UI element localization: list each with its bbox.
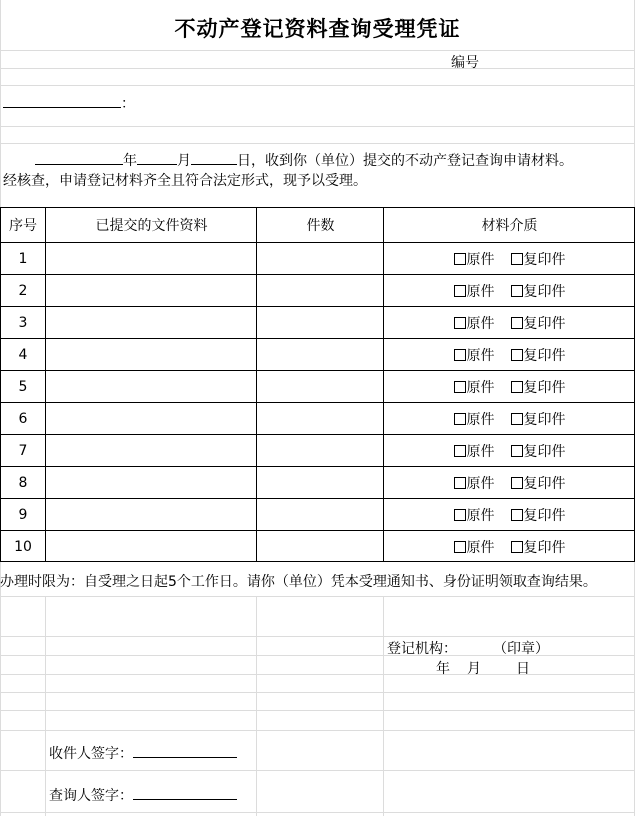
header-count: 件数 xyxy=(306,218,335,234)
row-count-cell[interactable] xyxy=(257,531,384,563)
row-document-cell[interactable] xyxy=(46,435,257,467)
original-option[interactable] xyxy=(454,473,495,493)
row-count-cell[interactable] xyxy=(257,275,384,307)
month-label: 月 xyxy=(177,153,191,169)
copy-label: 复印件 xyxy=(523,412,566,428)
row-document-cell[interactable] xyxy=(46,243,257,275)
original-checkbox-icon[interactable] xyxy=(454,285,466,297)
original-option[interactable] xyxy=(454,249,495,269)
copy-checkbox-icon[interactable] xyxy=(511,509,523,521)
row-document-cell[interactable] xyxy=(46,467,257,499)
copy-option[interactable] xyxy=(511,409,566,429)
row-medium-cell xyxy=(384,435,635,467)
row-seq-number: 3 xyxy=(18,315,28,331)
receiver-signature xyxy=(49,743,237,763)
receipt-statement xyxy=(35,150,573,170)
row-count-cell[interactable] xyxy=(257,307,384,339)
row-document-cell[interactable] xyxy=(46,307,257,339)
row-medium-cell xyxy=(384,275,635,307)
row-document-cell[interactable] xyxy=(46,499,257,531)
day-statement-text: 日，收到你（单位）提交的不动产登记查询申请材料。 xyxy=(237,153,573,169)
original-option[interactable] xyxy=(454,345,495,365)
copy-checkbox-icon[interactable] xyxy=(511,285,523,297)
registry-label: 登记机构： xyxy=(387,641,457,657)
seal-label: （印章） xyxy=(493,641,549,657)
copy-label: 复印件 xyxy=(523,316,566,332)
month-blank[interactable] xyxy=(137,151,177,165)
row-count-cell[interactable] xyxy=(257,371,384,403)
copy-option[interactable] xyxy=(511,537,566,557)
row-medium-cell xyxy=(384,499,635,531)
row-seq-number: 5 xyxy=(18,379,28,395)
original-label: 原件 xyxy=(466,540,495,556)
copy-label: 复印件 xyxy=(523,284,566,300)
day-blank[interactable] xyxy=(191,151,237,165)
copy-option[interactable] xyxy=(511,505,566,525)
copy-option[interactable] xyxy=(511,249,566,269)
original-option[interactable] xyxy=(454,313,495,333)
row-count-cell[interactable] xyxy=(257,243,384,275)
copy-checkbox-icon[interactable] xyxy=(511,381,523,393)
row-document-cell[interactable] xyxy=(46,339,257,371)
copy-label: 复印件 xyxy=(523,476,566,492)
original-option[interactable] xyxy=(454,377,495,397)
row-medium-cell xyxy=(384,403,635,435)
row-document-cell[interactable] xyxy=(46,371,257,403)
copy-option[interactable] xyxy=(511,313,566,333)
row-count-cell[interactable] xyxy=(257,435,384,467)
original-option[interactable] xyxy=(454,409,495,429)
inquirer-label: 查询人签字： xyxy=(49,788,133,804)
row-seq-number: 7 xyxy=(18,443,28,459)
copy-checkbox-icon[interactable] xyxy=(511,349,523,361)
copy-checkbox-icon[interactable] xyxy=(511,317,523,329)
copy-checkbox-icon[interactable] xyxy=(511,541,523,553)
copy-label: 复印件 xyxy=(523,252,566,268)
verification-text: 经核查，申请登记材料齐全且符合法定形式，现予以受理。 xyxy=(3,173,367,189)
copy-option[interactable] xyxy=(511,377,566,397)
original-checkbox-icon[interactable] xyxy=(454,509,466,521)
original-label: 原件 xyxy=(466,444,495,460)
original-option[interactable] xyxy=(454,537,495,557)
original-label: 原件 xyxy=(466,380,495,396)
year-blank[interactable] xyxy=(35,151,123,165)
row-count-cell[interactable] xyxy=(257,339,384,371)
row-count-cell[interactable] xyxy=(257,467,384,499)
copy-checkbox-icon[interactable] xyxy=(511,253,523,265)
date-day-label: 日 xyxy=(516,661,530,677)
original-label: 原件 xyxy=(466,476,495,492)
original-checkbox-icon[interactable] xyxy=(454,541,466,553)
copy-checkbox-icon[interactable] xyxy=(511,477,523,489)
page-title: 不动产登记资料查询受理凭证 xyxy=(174,17,461,41)
row-count-cell[interactable] xyxy=(257,403,384,435)
row-seq-number: 1 xyxy=(18,251,28,267)
original-label: 原件 xyxy=(466,252,495,268)
original-label: 原件 xyxy=(466,316,495,332)
row-count-cell[interactable] xyxy=(257,499,384,531)
header-seq: 序号 xyxy=(9,218,37,234)
row-document-cell[interactable] xyxy=(46,403,257,435)
original-option[interactable] xyxy=(454,505,495,525)
row-seq-number: 4 xyxy=(18,347,28,363)
copy-label: 复印件 xyxy=(523,348,566,364)
original-checkbox-icon[interactable] xyxy=(454,445,466,457)
row-medium-cell xyxy=(384,243,635,275)
copy-option[interactable] xyxy=(511,345,566,365)
original-label: 原件 xyxy=(466,508,495,524)
original-label: 原件 xyxy=(466,348,495,364)
applicant-colon: ： xyxy=(121,96,135,112)
row-document-cell[interactable] xyxy=(46,275,257,307)
copy-option[interactable] xyxy=(511,281,566,301)
original-option[interactable] xyxy=(454,441,495,461)
row-medium-cell xyxy=(384,467,635,499)
applicant-line xyxy=(3,93,135,113)
copy-checkbox-icon[interactable] xyxy=(511,413,523,425)
applicant-blank[interactable] xyxy=(3,94,121,108)
original-checkbox-icon[interactable] xyxy=(454,253,466,265)
original-option[interactable] xyxy=(454,281,495,301)
row-seq-number: 9 xyxy=(18,507,28,523)
copy-label: 复印件 xyxy=(523,540,566,556)
copy-option[interactable] xyxy=(511,441,566,461)
row-medium-cell xyxy=(384,371,635,403)
row-seq-number: 2 xyxy=(18,283,28,299)
inquirer-signature-blank[interactable] xyxy=(133,786,237,800)
original-checkbox-icon[interactable] xyxy=(454,477,466,489)
original-label: 原件 xyxy=(466,412,495,428)
original-checkbox-icon[interactable] xyxy=(454,317,466,329)
row-document-cell[interactable] xyxy=(46,531,257,563)
row-medium-cell xyxy=(384,531,635,563)
date-year-label: 年 xyxy=(436,661,450,677)
copy-option[interactable] xyxy=(511,473,566,493)
copy-label: 复印件 xyxy=(523,508,566,524)
header-medium: 材料介质 xyxy=(481,218,538,234)
time-limit-text: 办理时限为：自受理之日起5个工作日。请你（单位）凭本受理通知书、身份证明领取查询结果。 xyxy=(0,574,597,590)
row-medium-cell xyxy=(384,307,635,339)
year-label: 年 xyxy=(123,153,137,169)
date-month-label: 月 xyxy=(467,661,481,677)
header-documents: 已提交的文件资料 xyxy=(95,218,208,234)
copy-label: 复印件 xyxy=(523,444,566,460)
inquirer-signature xyxy=(49,785,237,805)
copy-checkbox-icon[interactable] xyxy=(511,445,523,457)
row-seq-number: 8 xyxy=(18,475,28,491)
original-label: 原件 xyxy=(466,284,495,300)
receiver-signature-blank[interactable] xyxy=(133,744,237,758)
row-seq-number: 10 xyxy=(14,539,32,555)
original-checkbox-icon[interactable] xyxy=(454,349,466,361)
original-checkbox-icon[interactable] xyxy=(454,413,466,425)
receiver-label: 收件人签字： xyxy=(49,746,133,762)
number-label: 编号 xyxy=(451,55,479,71)
row-medium-cell xyxy=(384,339,635,371)
original-checkbox-icon[interactable] xyxy=(454,381,466,393)
copy-label: 复印件 xyxy=(523,380,566,396)
row-seq-number: 6 xyxy=(18,411,28,427)
